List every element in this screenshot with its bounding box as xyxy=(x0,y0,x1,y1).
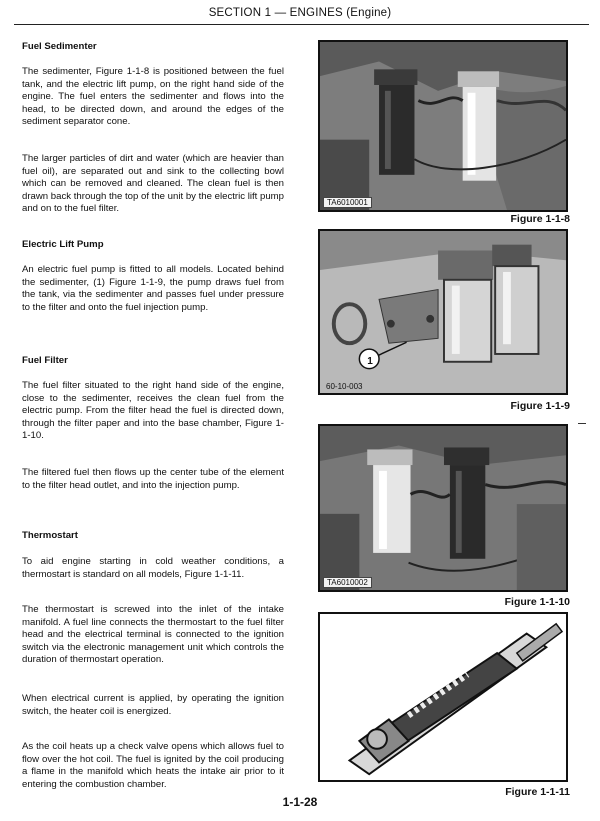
figure-id-label: TA6010002 xyxy=(323,577,372,588)
figure-1-1-8-photo xyxy=(318,40,568,212)
header-rule xyxy=(14,24,589,25)
paragraph-thermostart-3: When electrical current is applied, by operating the ignition switch, the heater coil is energized. xyxy=(22,693,284,717)
figure-caption: Figure 1-1-9 xyxy=(510,400,570,412)
paragraph-fuel-filter-2: The filtered fuel then flows up the center tube of the element to the filter head outlet, and into the injection pump. xyxy=(22,467,284,491)
figure-id-label: 60-10-003 xyxy=(326,382,363,391)
figure-caption: Figure 1-1-11 xyxy=(505,786,570,798)
paragraph-sedimenter-1: The sedimenter, Figure 1-1-8 is positioned between the fuel tank, and the electric lift pump, on the right hand side of the engine. The fuel enters the sedimenter and flows into the head, to be directed down, and around the edges of the sediment separator cone. xyxy=(22,66,284,128)
figure-1-1-11-illustration xyxy=(318,612,568,782)
figure-id-label: TA6010001 xyxy=(323,197,372,208)
heading-fuel-sedimenter: Fuel Sedimenter xyxy=(22,41,97,52)
page-number: 1-1-28 xyxy=(282,795,318,809)
heading-fuel-filter: Fuel Filter xyxy=(22,355,68,366)
paragraph-sedimenter-2: The larger particles of dirt and water (which are heavier than fuel oil), are separated out and sink to the collecting bowl which can be removed and cleaned. The clean fuel is then drawn back through the top of the unit by the electric lift pump and on to the fuel filter. xyxy=(22,153,284,215)
figure-1-1-10-photo xyxy=(318,424,568,592)
callout-number: 1 xyxy=(367,356,373,367)
figure-caption: Figure 1-1-8 xyxy=(510,213,570,225)
paragraph-thermostart-2: The thermostart is screwed into the inlet of the intake manifold. A fuel line connects the thermostart to the fuel filter head and the electrical terminal is connected to the ignition switch via the electronic management unit which controls the duration of thermostart operation. xyxy=(22,604,284,666)
heading-electric-lift-pump: Electric Lift Pump xyxy=(22,239,104,250)
paragraph-fuel-filter-1: The fuel filter situated to the right hand side of the engine, close to the sedimenter, receives the clean fuel from the electric pump. From the filter head the fuel is directed down, through the filter paper and into the base chamber, Figure 1-1-10. xyxy=(22,380,284,442)
section-header: SECTION 1 — ENGINES (Engine) xyxy=(208,7,392,19)
figure-1-1-9-photo xyxy=(318,229,568,395)
figure-caption: Figure 1-1-10 xyxy=(504,596,570,608)
paragraph-lift-pump: An electric fuel pump is fitted to all models. Located behind the sedimenter, (1) Figure 1-1-9, the pump draws fuel from the tank, via the sedimenter and passes fuel under pressure to the filter and onto the fuel injection pump. xyxy=(22,264,284,313)
heading-thermostart: Thermostart xyxy=(22,530,78,541)
paragraph-thermostart-1: To aid engine starting in cold weather conditions, a thermostart is standard on all models, Figure 1-1-11. xyxy=(22,556,284,580)
margin-mark xyxy=(578,423,586,424)
paragraph-thermostart-4: As the coil heats up a check valve opens which allows fuel to flow over the hot coil. The fuel is ignited by the coil producing a flame in the manifold which heats the intake air prior to it entering the combustion chamber. xyxy=(22,741,284,790)
